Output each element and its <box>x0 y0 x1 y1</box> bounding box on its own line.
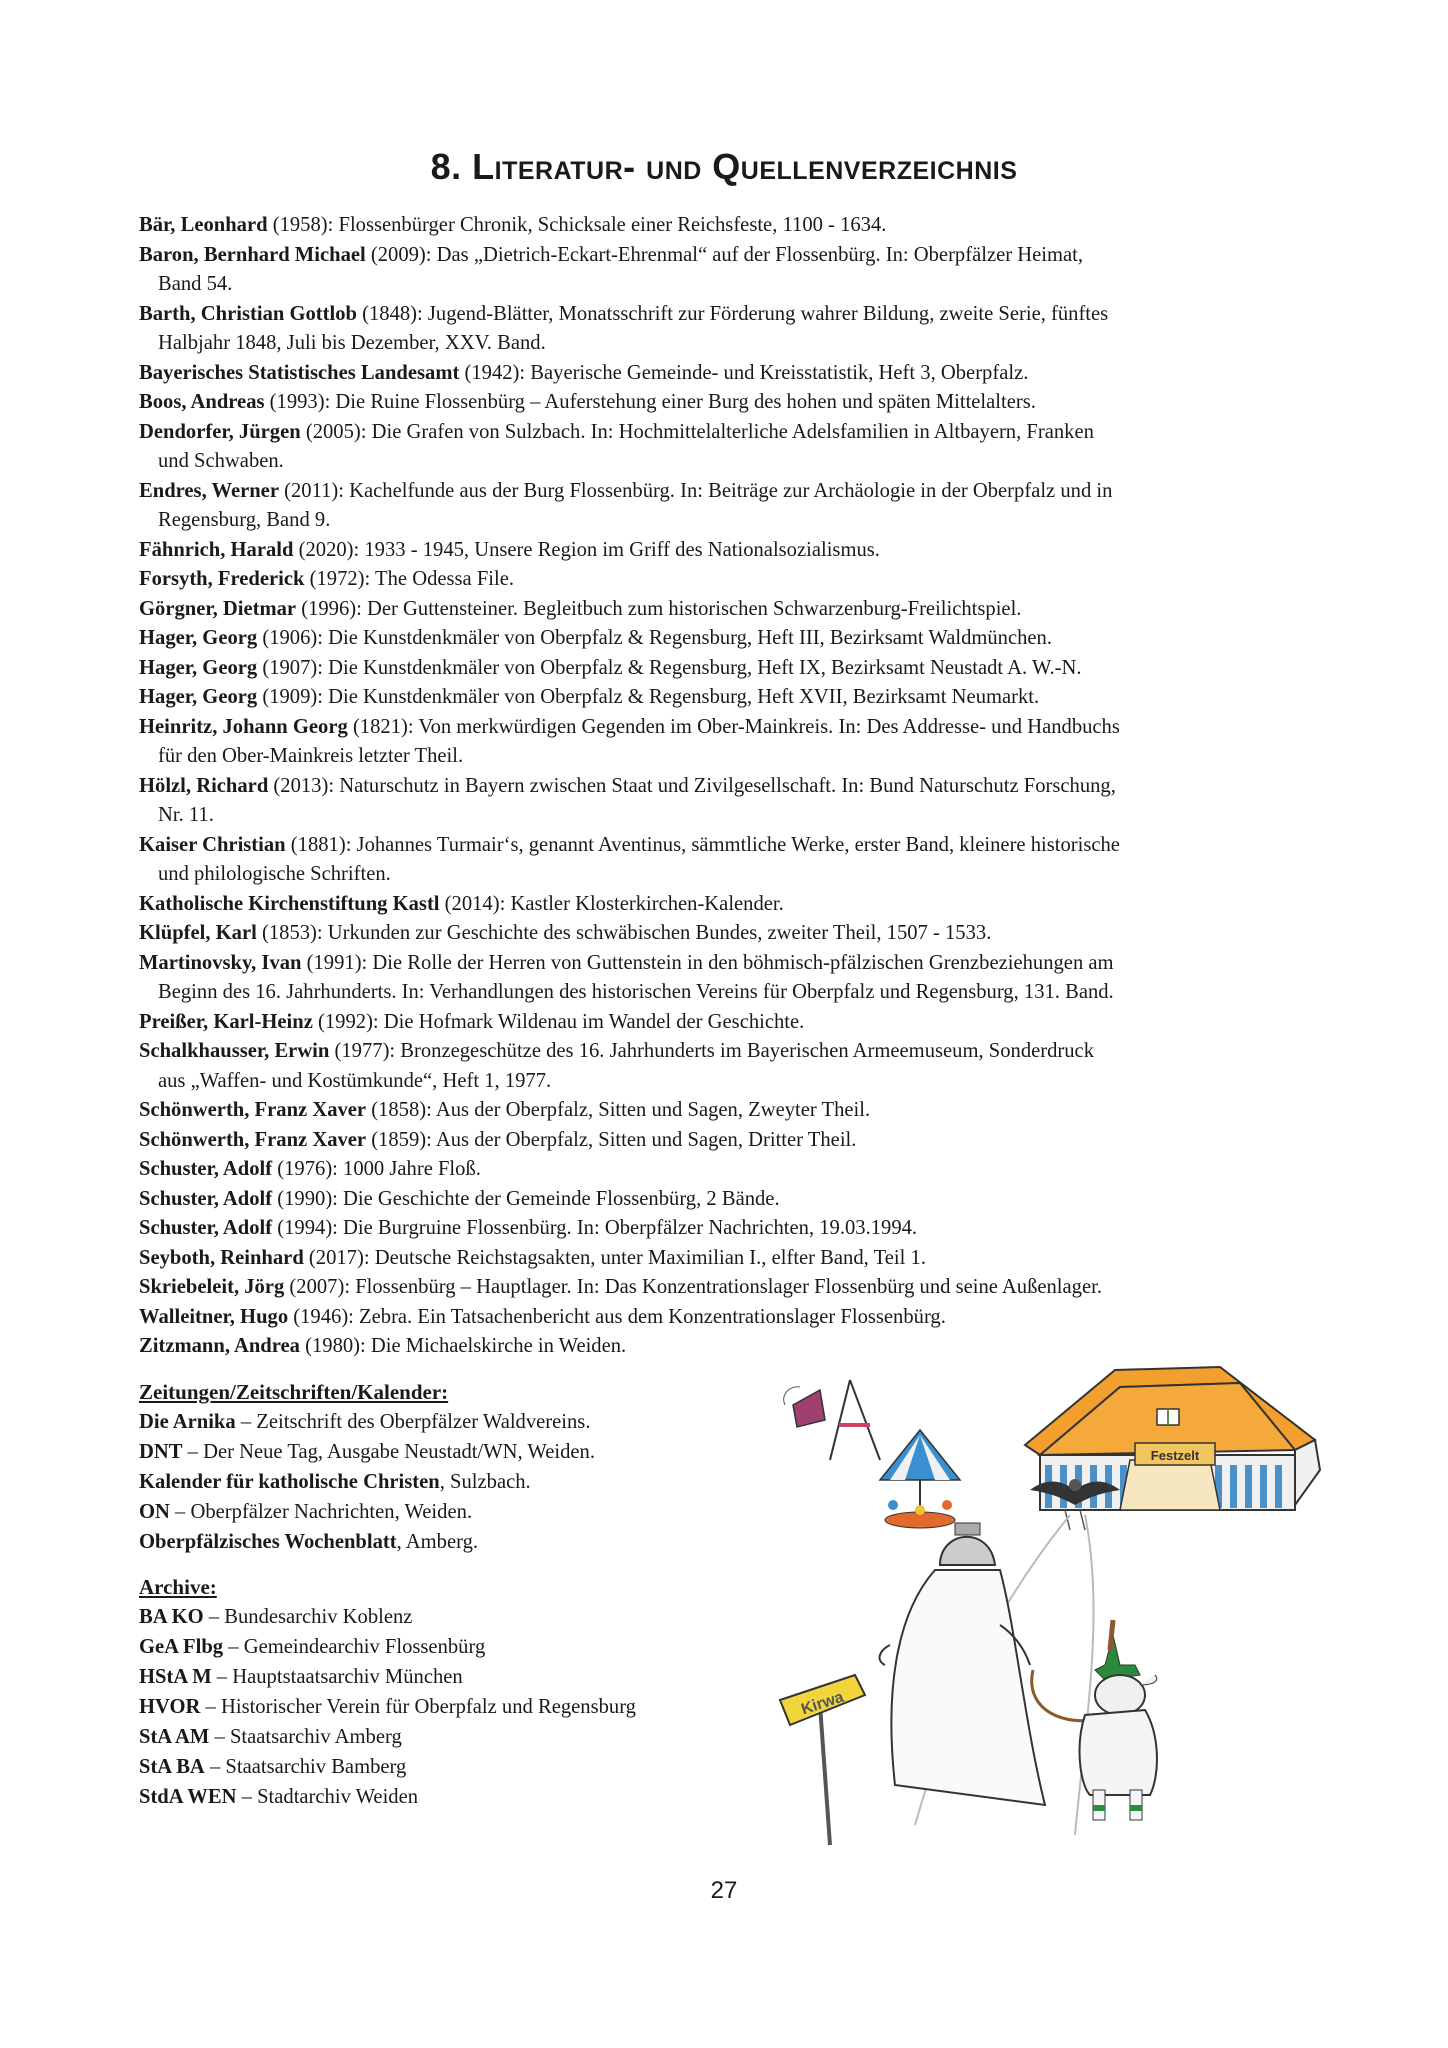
reference-text: (1821): Von merkwürdigen Gegenden im Ober-Mainkreis. In: Des Addresse- und Handbuchs <box>347 715 1120 738</box>
archives-abbreviation: GeA Flbg <box>139 1636 224 1658</box>
reference-text-continued: und Schwaben. <box>158 450 284 472</box>
kirwa-sign-text: Kirwa <box>799 1688 846 1719</box>
reference-entry <box>139 418 1324 477</box>
reference-entry <box>139 831 1324 890</box>
reference-author: Martinovsky, Ivan <box>139 951 302 974</box>
reference-text: (1946): Zebra. Ein Tatsachenbericht aus dem Konzentrationslager Flossenbürg. <box>288 1305 946 1328</box>
newspapers-description: – Zeitschrift des Oberpfälzer Waldvereins. <box>235 1411 591 1433</box>
reference-entry <box>139 1126 1324 1156</box>
kirwa-illustration <box>775 1365 1335 1865</box>
reference-entry <box>139 388 1324 418</box>
reference-author: Skriebeleit, Jörg <box>139 1276 285 1298</box>
archives-abbreviation: StA AM <box>139 1726 210 1748</box>
newspapers-abbreviation: DNT <box>139 1441 183 1463</box>
reference-text: (2013): Naturschutz in Bayern zwischen Staat und Zivilgesellschaft. In: Bund Naturschutz Forschung, <box>268 774 1116 797</box>
newspapers-abbreviation: ON <box>139 1501 170 1523</box>
reference-author: Schuster, Adolf <box>139 1158 273 1180</box>
archives-description: – Stadtarchiv Weiden <box>236 1786 419 1808</box>
reference-text-continued: und philologische Schriften. <box>158 863 391 885</box>
reference-text: (2005): Die Grafen von Sulzbach. In: Hochmittelalterliche Adelsfamilien in Altbayern, Franken <box>300 420 1094 443</box>
archives-entry <box>139 1602 779 1632</box>
reference-entry <box>139 1037 1324 1096</box>
archives-heading: Archive: <box>139 1575 217 1599</box>
reference-text: (1881): Johannes Turmair‘s, genannt Aventinus, sämmtliche Werke, erster Band, kleinere historische <box>285 833 1120 856</box>
archives-entry <box>139 1662 779 1692</box>
archives-abbreviation: BA KO <box>139 1606 204 1628</box>
newspapers-heading: Zeitungen/Zeitschriften/Kalender: <box>139 1380 449 1404</box>
newspapers-description: , Amberg. <box>396 1531 479 1553</box>
reference-entry <box>139 683 1324 713</box>
archives-section <box>139 1573 779 1812</box>
reference-entry <box>139 890 1324 920</box>
archives-entry <box>139 1692 779 1722</box>
reference-entry <box>139 1332 1324 1362</box>
archives-entry <box>139 1752 779 1782</box>
reference-text: (1907): Die Kunstdenkmäler von Oberpfalz & Regensburg, Heft IX, Bezirksamt Neustadt A. W.-N. <box>257 656 1082 679</box>
reference-list <box>139 211 1324 1362</box>
reference-author: Görgner, Dietmar <box>139 597 297 620</box>
reference-text: (1859): Aus der Oberpfalz, Sitten und Sagen, Dritter Theil. <box>366 1128 857 1151</box>
carousel <box>880 1430 960 1528</box>
reference-text: (2014): Kastler Klosterkirchen-Kalender. <box>439 892 784 915</box>
reference-entry <box>139 772 1324 831</box>
reference-entry <box>139 359 1324 389</box>
ghost-figure <box>880 1523 1045 1805</box>
reference-entry <box>139 241 1324 300</box>
reference-entry <box>139 1244 1324 1274</box>
reference-author: Endres, Werner <box>139 479 279 502</box>
reference-text: (1848): Jugend-Blätter, Monatsschrift zur Förderung wahrer Bildung, zweite Serie, fünftes <box>356 302 1109 325</box>
reference-author: Katholische Kirchenstiftung Kastl <box>139 892 440 915</box>
newspapers-list <box>139 1407 779 1557</box>
kirwa-signpost <box>780 1675 865 1845</box>
reference-author: Baron, Bernhard Michael <box>139 243 366 266</box>
reference-text-continued: aus „Waffen- und Kostümkunde“, Heft 1, 1977. <box>158 1069 552 1092</box>
reference-entry <box>139 211 1324 241</box>
reference-entry <box>139 1008 1324 1038</box>
reference-text: (1853): Urkunden zur Geschichte des schwäbischen Bundes, zweiter Theil, 1507 - 1533. <box>256 922 992 944</box>
reference-author: Fähnrich, Harald <box>139 538 294 561</box>
reference-author: Hölzl, Richard <box>139 774 269 797</box>
reference-author: Hager, Georg <box>139 656 258 679</box>
reference-text-continued: Regensburg, Band 9. <box>158 509 331 531</box>
newspapers-entry <box>139 1467 779 1497</box>
reference-author: Bär, Leonhard <box>139 214 268 236</box>
reference-entry <box>139 919 1324 949</box>
archives-abbreviation: StdA WEN <box>139 1786 237 1808</box>
newspapers-description: , Sulzbach. <box>439 1471 531 1493</box>
reference-text: (2007): Flossenbürg – Hauptlager. In: Das Konzentrationslager Flossenbürg und seine Außenlager. <box>284 1276 1102 1298</box>
reference-text: (1992): Die Hofmark Wildenau im Wandel der Geschichte. <box>312 1010 805 1033</box>
reference-text-continued: Beginn des 16. Jahrhunderts. In: Verhandlungen des historischen Vereins für Oberpfalz und Regensburg, 131. Band. <box>158 981 1114 1003</box>
reference-author: Hager, Georg <box>139 686 258 708</box>
newspapers-abbreviation: Oberpfälzisches Wochenblatt <box>139 1531 397 1553</box>
reference-text: (1991): Die Rolle der Herren von Guttenstein in den böhmisch-pfälzischen Grenzbeziehungen am <box>301 951 1114 974</box>
reference-entry <box>139 624 1324 654</box>
festzelt-sign: Festzelt <box>1150 1448 1200 1463</box>
reference-text: (2009): Das „Dietrich-Eckart-Ehrenmal“ auf der Flossenbürg. In: Oberpfälzer Heimat, <box>365 243 1083 266</box>
reference-text-continued: Nr. 11. <box>158 804 214 826</box>
newspapers-abbreviation: Die Arnika <box>139 1411 236 1433</box>
reference-entry <box>139 1185 1324 1215</box>
newspapers-entry <box>139 1497 779 1527</box>
page-title: 8. Literatur- und Quellenverzeichnis <box>430 146 1018 187</box>
reference-text: (1990): Die Geschichte der Gemeinde Flossenbürg, 2 Bände. <box>272 1187 780 1210</box>
reference-entry <box>139 565 1324 595</box>
reference-text: (1906): Die Kunstdenkmäler von Oberpfalz & Regensburg, Heft III, Bezirksamt Waldmünchen. <box>257 627 1053 649</box>
reference-text: (1942): Bayerische Gemeinde- und Kreisstatistik, Heft 3, Oberpfalz. <box>459 361 1029 384</box>
archives-description: – Bundesarchiv Koblenz <box>203 1606 413 1628</box>
reference-author: Preißer, Karl-Heinz <box>139 1010 313 1033</box>
archives-entry <box>139 1782 779 1812</box>
reference-author: Heinritz, Johann Georg <box>139 715 348 738</box>
reference-author: Boos, Andreas <box>139 391 265 413</box>
reference-entry <box>139 1214 1324 1244</box>
newspapers-entry <box>139 1527 779 1557</box>
reference-entry <box>139 1096 1324 1126</box>
reference-entry <box>139 654 1324 684</box>
archives-description: – Staatsarchiv Amberg <box>209 1726 402 1748</box>
goat <box>1080 1620 1157 1820</box>
newspapers-section <box>139 1378 779 1557</box>
reference-text: (1994): Die Burgruine Flossenbürg. In: Oberpfälzer Nachrichten, 19.03.1994. <box>272 1217 918 1239</box>
reference-text: (2017): Deutsche Reichstagsakten, unter Maximilian I., elfter Band, Teil 1. <box>303 1246 926 1269</box>
reference-entry <box>139 949 1324 1008</box>
reference-text: (2011): Kachelfunde aus der Burg Flossenbürg. In: Beiträge zur Archäologie in der Oberpfalz und in <box>278 479 1113 502</box>
reference-author: Schönwerth, Franz Xaver <box>139 1128 367 1151</box>
reference-author: Forsyth, Frederick <box>139 568 305 590</box>
newspapers-entry <box>139 1407 779 1437</box>
archives-description: – Hauptstaatsarchiv München <box>211 1666 463 1688</box>
reference-author: Dendorfer, Jürgen <box>139 420 301 443</box>
reference-text-continued: für den Ober-Mainkreis letzter Theil. <box>158 745 464 767</box>
reference-text-continued: Halbjahr 1848, Juli bis Dezember, XXV. Band. <box>158 332 546 354</box>
archives-entry <box>139 1632 779 1662</box>
reference-entry <box>139 595 1324 625</box>
reference-entry <box>139 1303 1324 1333</box>
reference-author: Schönwerth, Franz Xaver <box>139 1099 367 1121</box>
reference-entry <box>139 1155 1324 1185</box>
newspapers-abbreviation: Kalender für katholische Christen <box>139 1471 440 1493</box>
reference-author: Seyboth, Reinhard <box>139 1246 304 1269</box>
newspapers-description: – Der Neue Tag, Ausgabe Neustadt/WN, Weiden. <box>182 1441 595 1463</box>
reference-entry <box>139 300 1324 359</box>
archives-entry <box>139 1722 779 1752</box>
archives-abbreviation: HVOR <box>139 1696 201 1718</box>
reference-text: (1993): Die Ruine Flossenbürg – Auferstehung einer Burg des hohen und späten Mittelalters. <box>264 391 1036 413</box>
reference-text: (1909): Die Kunstdenkmäler von Oberpfalz & Regensburg, Heft XVII, Bezirksamt Neumarkt. <box>257 686 1040 708</box>
reference-text: (1972): The Odessa File. <box>304 568 515 590</box>
reference-author: Schuster, Adolf <box>139 1187 273 1210</box>
archives-description: – Historischer Verein für Oberpfalz und Regensburg <box>200 1696 636 1718</box>
reference-text: (1977): Bronzegeschütze des 16. Jahrhunderts im Bayerischen Armeemuseum, Sonderdruck <box>329 1040 1094 1062</box>
reference-text: (1958): Flossenbürger Chronik, Schicksale einer Reichsfeste, 1100 - 1634. <box>267 214 887 236</box>
reference-entry <box>139 477 1324 536</box>
reference-text: (1858): Aus der Oberpfalz, Sitten und Sagen, Zweyter Theil. <box>366 1099 871 1121</box>
reference-text: (2020): 1933 - 1945, Unsere Region im Griff des Nationalsozialismus. <box>293 538 880 561</box>
reference-author: Kaiser Christian <box>139 833 286 856</box>
reference-author: Schalkhausser, Erwin <box>139 1040 330 1062</box>
reference-author: Walleitner, Hugo <box>139 1305 289 1328</box>
reference-text: (1976): 1000 Jahre Floß. <box>272 1158 481 1180</box>
archives-abbreviation: HStA M <box>139 1666 212 1688</box>
page-number: 27 <box>710 1877 738 1904</box>
reference-author: Klüpfel, Karl <box>139 922 257 944</box>
archives-abbreviation: StA BA <box>139 1756 205 1778</box>
newspapers-description: – Oberpfälzer Nachrichten, Weiden. <box>169 1501 473 1523</box>
reference-entry <box>139 536 1324 566</box>
reference-author: Schuster, Adolf <box>139 1217 273 1239</box>
reference-entry <box>139 1273 1324 1303</box>
archives-description: – Gemeindearchiv Flossenbürg <box>223 1636 486 1658</box>
reference-author: Hager, Georg <box>139 627 258 649</box>
reference-author: Bayerisches Statistisches Landesamt <box>139 361 460 384</box>
reference-text: (1980): Die Michaelskirche in Weiden. <box>299 1335 627 1357</box>
reference-text-continued: Band 54. <box>158 273 233 295</box>
reference-author: Zitzmann, Andrea <box>139 1335 300 1357</box>
reference-text: (1996): Der Guttensteiner. Begleitbuch zum historischen Schwarzenburg-Freilichtspiel. <box>296 597 1022 620</box>
archives-list <box>139 1602 779 1812</box>
reference-author: Barth, Christian Gottlob <box>139 302 357 325</box>
swing-ride <box>784 1380 880 1460</box>
newspapers-entry <box>139 1437 779 1467</box>
archives-description: – Staatsarchiv Bamberg <box>204 1756 407 1778</box>
reference-entry <box>139 713 1324 772</box>
